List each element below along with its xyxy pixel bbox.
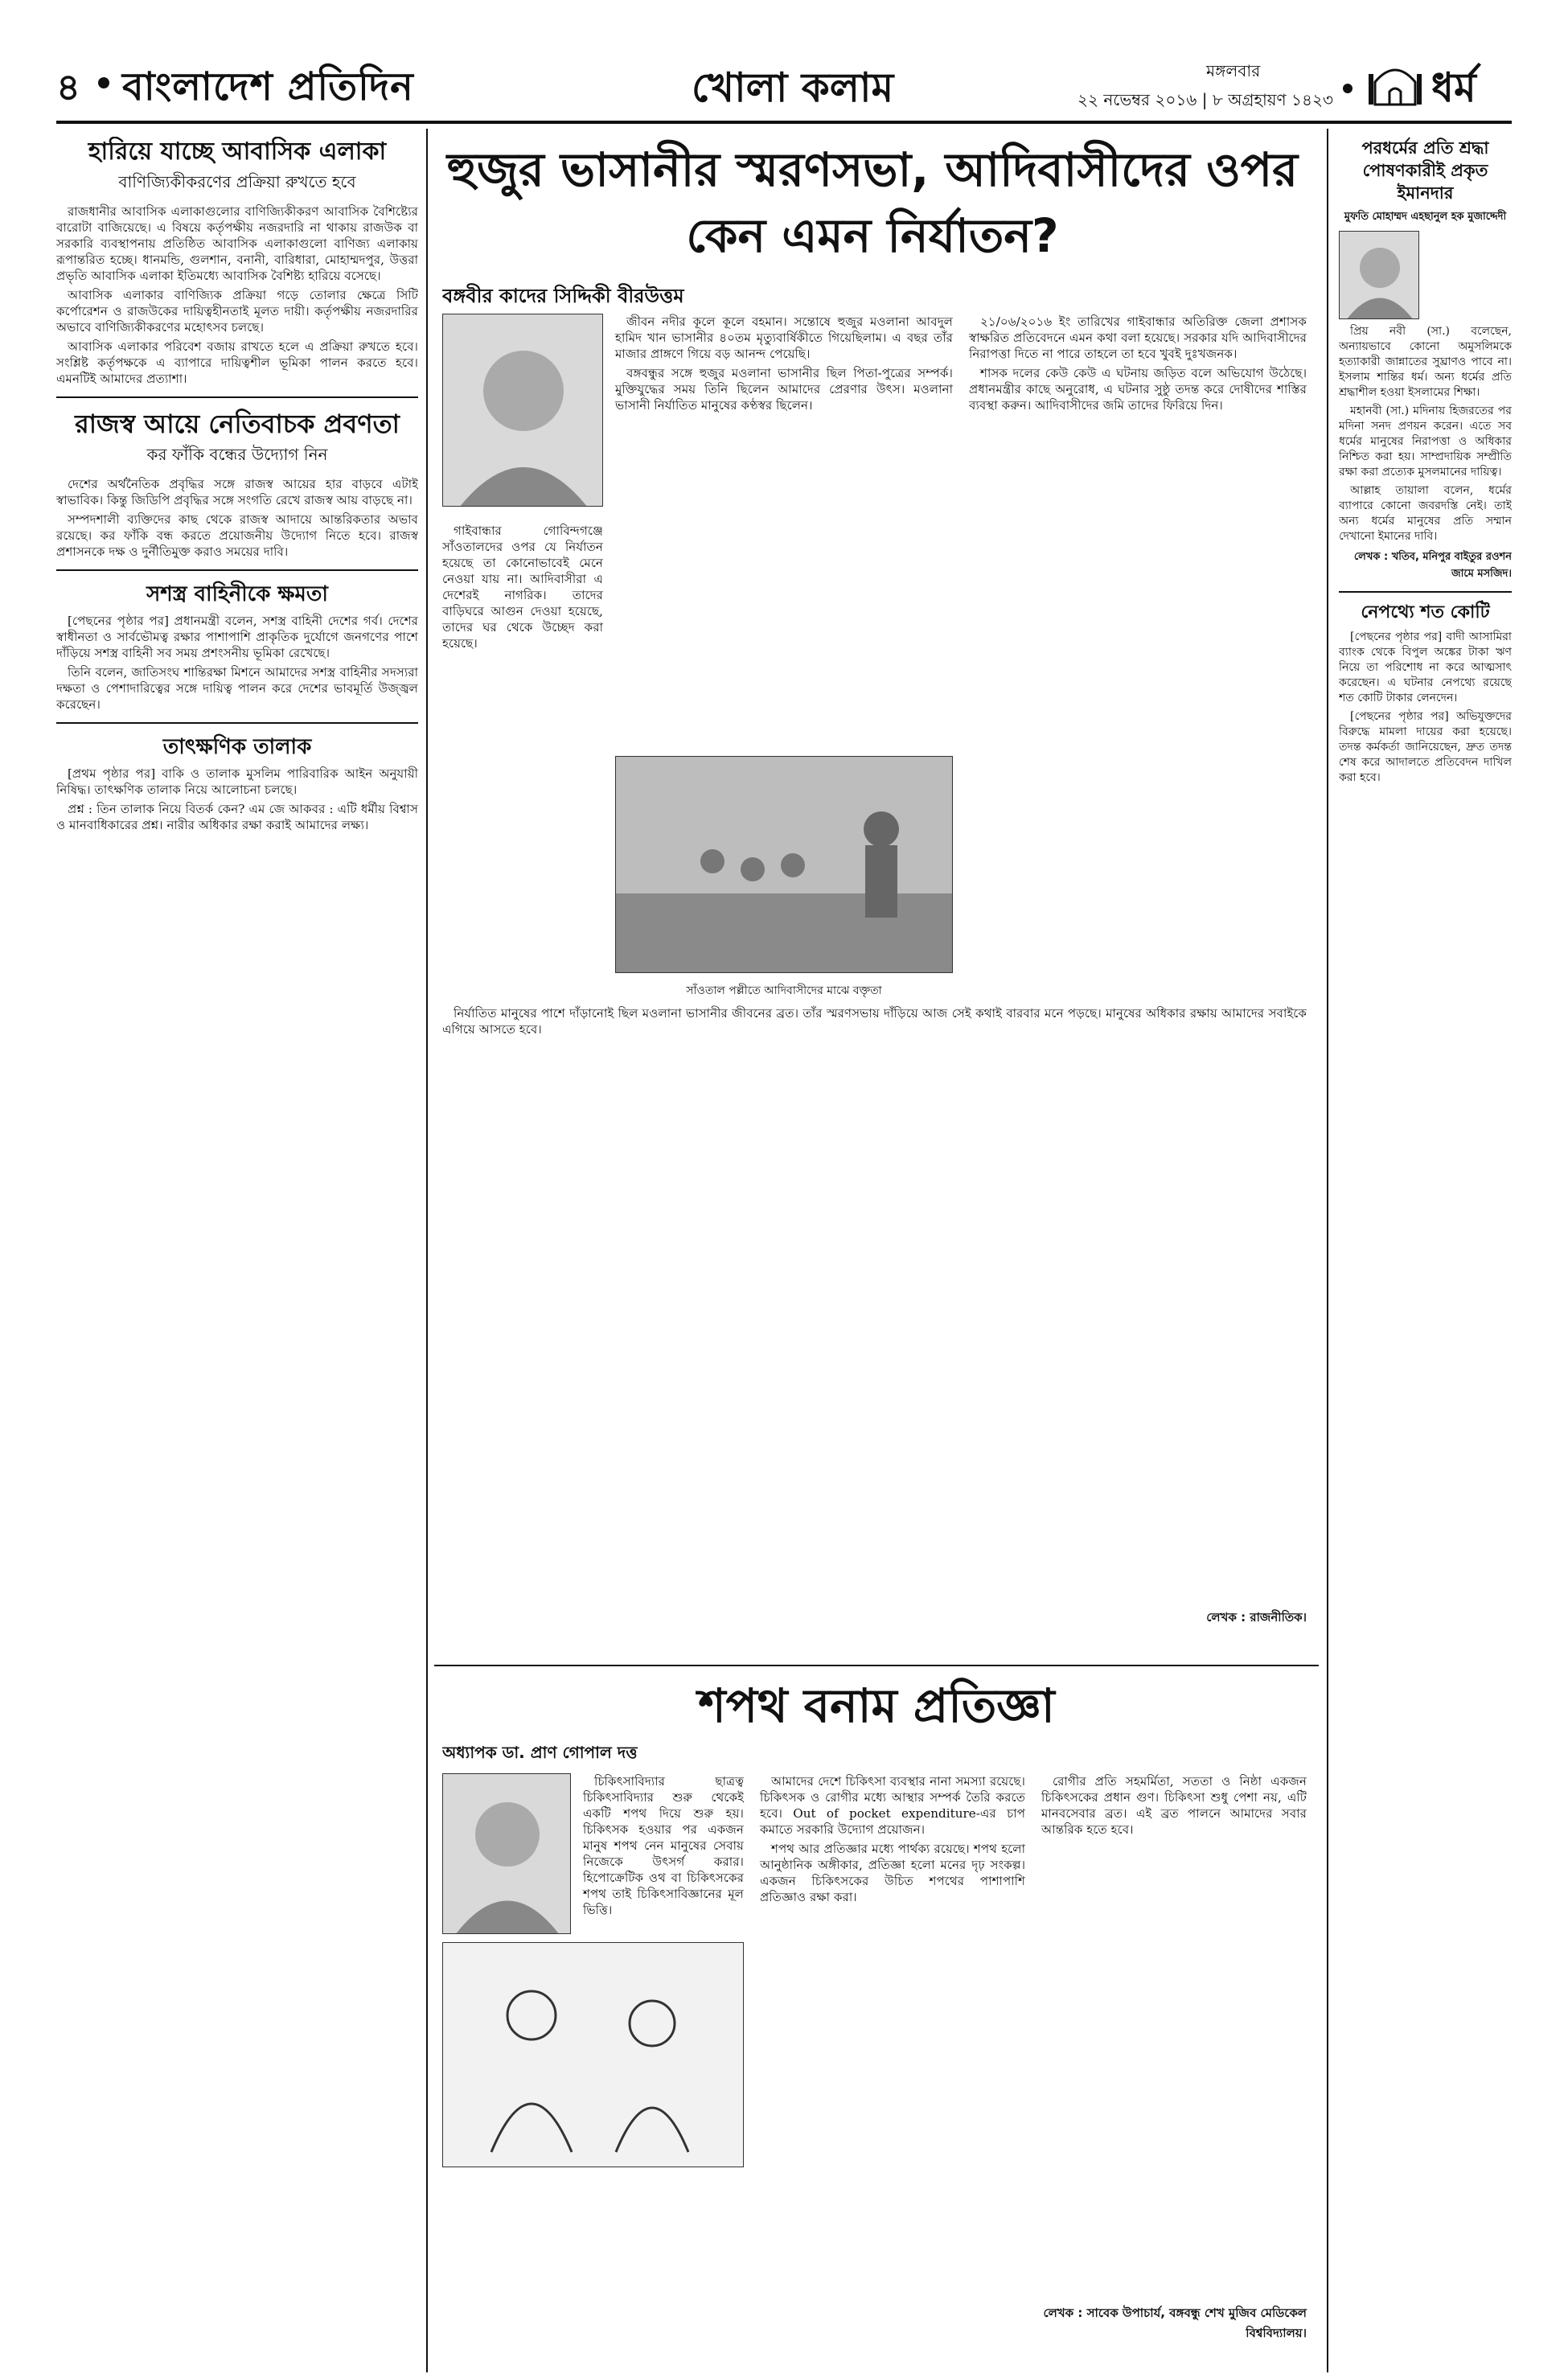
article-byline: মুফতি মোহাম্মদ এহছানুল হক মুজাদ্দেদী [1344, 211, 1507, 223]
author-photo [442, 1773, 571, 1934]
article-body [583, 1773, 744, 1921]
news-photo [615, 756, 953, 973]
column-divider [426, 129, 428, 2372]
paragraph: আবাসিক এলাকার পরিবেশ বজায় রাখতে হলে এ প্রক্রিয়া রুখতে হবে। সংশ্লিষ্ট কর্তৃপক্ষকে এ ব্যাপারে দায়িত্বশীল ভূমিকা পালন করতে হবে। এমনটিই আমাদের প্রত্যাশা। [56, 339, 418, 386]
author-note: লেখক : রাজনীতিক। [1206, 1610, 1307, 1624]
paragraph: রোগীর প্রতি সহমর্মিতা, সততা ও নিষ্ঠা একজন চিকিৎসকের প্রধান গুণ। চিকিৎসা শুধু পেশা নয়, এটি মানবসেবার ব্রত। এই ব্রত পালনে আমাদের সবার আন্তরিক হতে হবে। [1041, 1774, 1307, 1837]
article-byline: বঙ্গবীর কাদের সিদ্দিকী বীরউত্তম [442, 285, 684, 307]
religion-section-title: ধর্ম [1431, 64, 1476, 111]
author-note: লেখক : সাবেক উপাচার্য, বঙ্গবন্ধু শেখ মুজিব মেডিকেল বিশ্ববিদ্যালয়। [1043, 2306, 1307, 2340]
paragraph: শাসক দলের কেউ কেউ এ ঘটনায় জড়িত বলে অভিযোগ উঠেছে। প্রধানমন্ত্রীর কাছে অনুরোধ, এ ঘটনার সুষ্ঠু তদন্ত করে দোষীদের শাস্তির ব্যবস্থা করুন। আদিবাসীদের জমি তাদের ফিরিয়ে দিন। [969, 366, 1307, 413]
paragraph: চিকিৎসাবিদ্যার ছাত্রত্ব চিকিৎসাবিদ্যার শুরু থেকেই একটি শপথ দিয়ে শুরু হয়। চিকিৎসক হওয়ার পর একজন মানুষ শপথ নেন মানুষের সেবায় নিজেকে উৎসর্গ করার। হিপোক্রেটিক ওথ বা চিকিৎসকের শপথ তাই চিকিৎসাবিজ্ঞানের মূল ভিত্তি। [583, 1774, 744, 1917]
article-body [56, 203, 418, 387]
article-divider [56, 396, 418, 398]
paragraph: নির্যাতিত মানুষের পাশে দাঁড়ানোই ছিল মওলানা ভাসানীর জীবনের ব্রত। তাঁর স্মরণসভায় দাঁড়িয়ে আজ সেই কথাই বারবার মনে পড়ছে। মানুষের অধিকার রক্ষায় আমাদের সবাইকে এগিয়ে আসতে হবে। [442, 1006, 1307, 1037]
paragraph: আমাদের দেশে চিকিৎসা ব্যবস্থার নানা সমস্যা রয়েছে। চিকিৎসক ও রোগীর মধ্যে আস্থার সম্পর্ক তৈরি করতে হবে। Out of pocket expenditure-এর চাপ কমাতে সরকারি উদ্যোগ প্রয়োজন। [760, 1774, 1025, 1837]
main-article [442, 281, 1311, 1649]
article-title: পরধর্মের প্রতি শ্রদ্ধা পোষণকারীই প্রকৃত ইমানদার [1361, 138, 1489, 203]
masthead-bullet-right [1343, 84, 1353, 93]
bottom-article [442, 1677, 1311, 2360]
article-body [969, 314, 1307, 417]
left-column [56, 137, 418, 2356]
paragraph: রাজধানীর আবাসিক এলাকাগুলোর বাণিজ্যিকীকরণ আবাসিক বৈশিষ্ট্যের বারোটা বাজিয়েছে। এ বিষয়ে কর্তৃপক্ষীয় নজরদারি না থাকায় রাজউক বা সরকারি ব্যবস্থাপনায় প্রতিষ্ঠিত আবাসিক এলাকাগুলো বাণিজ্য এলাকায় রূপান্তরিত হচ্ছে। ধানমন্ডি, গুলশান, বনানী, বারিধারা, মোহাম্মদপুর, উত্তরা প্রভৃতি আবাসিক এলাকা ইতিমধ্যে আবাসিক বৈশিষ্ট্য হারিয়ে বসেছে। [56, 204, 418, 283]
masthead-date: ২২ নভেম্বর ২০১৬ | ৮ অগ্রহায়ণ ১৪২৩ [1077, 90, 1333, 109]
paragraph: দেশের অর্থনৈতিক প্রবৃদ্ধির সঙ্গে রাজস্ব আয়ের হার বাড়বে এটাই স্বাভাবিক। কিন্তু জিডিপি প্রবৃদ্ধির সঙ্গে সংগতি রেখে রাজস্ব আয় বাড়ছে না। [56, 477, 418, 507]
paragraph: মহানবী (সা.) মদিনায় হিজরতের পর মদিনা সনদ প্রণয়ন করেন। এতে সব ধর্মের মানুষের নিরাপত্তা ও অধিকার নিশ্চিত করা হয়। সাম্প্রদায়িক সম্প্রীতি রক্ষা করা প্রত্যেক মুসলমানের দায়িত্ব। [1339, 405, 1512, 478]
page-number: ৪ [56, 65, 80, 109]
article-body [615, 314, 953, 417]
masthead [56, 58, 1512, 114]
article-body [442, 523, 603, 655]
article-body [1339, 324, 1512, 544]
paragraph: [প্রথম পৃষ্ঠার পর] বাকি ও তালাক মুসলিম পারিবারিক আইন অনুযায়ী নিষিদ্ধ। তাৎক্ষণিক তালাক নিয়ে আলোচনা চলছে। [56, 766, 418, 797]
masthead-day: মঙ্গলবার [1206, 61, 1261, 80]
paragraph: আবাসিক এলাকার বাণিজ্যিক প্রক্রিয়া গড়ে তোলার ক্ষেত্রে সিটি কর্পোরেশন ও রাজউকের দায়িত্বহীনতাই মূলত দায়ী। কর্তৃপক্ষীয় নজরদারির অভাবে বাণিজ্যিকীকরণের মহোৎসব চলছে। [56, 288, 418, 335]
paragraph: জীবন নদীর কূলে কূলে বহমান। সন্তোষে হুজুর মওলানা আবদুল হামিদ খান ভাসানীর ৪০তম মৃত্যুবার্ষিকীতে গিয়েছিলাম। এ বছর তাঁর মাজার প্রাঙ্গণে গিয়ে বড় আনন্দ পেয়েছি। [615, 314, 953, 361]
right-column [1339, 137, 1512, 2356]
section-title: খোলা কলাম [692, 64, 894, 111]
article-body [1339, 630, 1512, 786]
illustration [442, 1942, 744, 2167]
article-divider [56, 722, 418, 724]
article-body [56, 476, 418, 560]
paragraph: সম্পদশালী ব্যক্তিদের কাছ থেকে রাজস্ব আদায়ে আন্তরিকতার অভাব রয়েছে। কর ফাঁকি বন্ধ করতে প্রয়োজনীয় উদ্যোগ নিতে হবে। রাজস্ব প্রশাসনকে দক্ষ ও দুর্নীতিমুক্ত করাও সময়ের দাবি। [56, 512, 418, 559]
article-title: সশস্ত্র বাহিনীকে ক্ষমতা [146, 582, 328, 606]
mosque-icon [1367, 58, 1423, 106]
paragraph: [পেছনের পৃষ্ঠার পর] বাদী আসামিরা ব্যাংক থেকে বিপুল অঙ্কের টাকা ঋণ নিয়ে তা পরিশোধ না করে আত্মসাৎ করেছেন। এ ঘটনার নেপথ্যে রয়েছে শত কোটি টাকার লেনদেন। [1339, 630, 1512, 704]
article-subtitle: কর ফাঁকি বন্ধের উদ্যোগ নিন [146, 445, 328, 464]
photo-caption: সাঁওতাল পল্লীতে আদিবাসীদের মাঝে বক্তৃতা [686, 984, 882, 997]
paragraph: শপথ আর প্রতিজ্ঞার মধ্যে পার্থক্য রয়েছে। শপথ হলো আনুষ্ঠানিক অঙ্গীকার, প্রতিজ্ঞা হলো মনের দৃঢ় সংকল্প। একজন চিকিৎসকের উচিত শপথের পাশাপাশি প্রতিজ্ঞাও রক্ষা করা। [760, 1842, 1025, 1904]
article-body [56, 613, 418, 713]
paragraph: আল্লাহ তায়ালা বলেন, ধর্মের ব্যাপারে কোনো জবরদস্তি নেই। তাই অন্য ধর্মের মানুষের প্রতি সম্মান দেখানো ইমানের দাবি। [1339, 484, 1512, 543]
article-body [56, 766, 418, 833]
article-subtitle: বাণিজ্যিকীকরণের প্রক্রিয়া রুখতে হবে [118, 172, 356, 191]
author-photo [1339, 231, 1419, 319]
section-divider [434, 1665, 1319, 1666]
paragraph: প্রিয় নবী (সা.) বলেছেন, অন্যায়ভাবে কোনো অমুসলিমকে হত্যাকারী জান্নাতের সুঘ্রাণও পাবে না। ইসলাম শান্তির ধর্ম। অন্য ধর্মের প্রতি শ্রদ্ধাশীল হওয়া ইসলামের শিক্ষা। [1339, 325, 1512, 399]
main-headline: হুজুর ভাসানীর স্মরণসভা, আদিবাসীদের ওপর কেন এমন নির্যাতন? [446, 142, 1299, 263]
masthead-bullet [98, 77, 109, 88]
article-byline: অধ্যাপক ডা. প্রাণ গোপাল দত্ত [442, 1743, 638, 1762]
article-body [442, 1005, 1307, 1041]
article-title: তাৎক্ষণিক তালাক [162, 735, 312, 759]
article-body [1041, 1773, 1307, 1841]
paragraph: [পেছনের পৃষ্ঠার পর] অভিযুক্তদের বিরুদ্ধে মামলা দায়ের করা হয়েছে। তদন্ত কর্মকর্তা জানিয়েছেন, দ্রুত তদন্ত শেষ করে আদালতে প্রতিবেদন দাখিল করা হবে। [1339, 710, 1512, 784]
author-photo [442, 314, 603, 507]
article-title: নেপথ্যে শত কোটি [1361, 602, 1490, 622]
author-note: লেখক : খতিব, মনিপুর বাইতুর রওশন জামে মসজিদ। [1353, 551, 1512, 580]
article-title: হারিয়ে যাচ্ছে আবাসিক এলাকা [88, 138, 387, 166]
paragraph: তিনি বলেন, জাতিসংঘ শান্তিরক্ষা মিশনে আমাদের সশস্ত্র বাহিনীর সদস্যরা দক্ষতা ও পেশাদারিত্বের সঙ্গে দায়িত্ব পালন করে দেশের ভাবমূর্তি উজ্জ্বল করেছেন। [56, 665, 418, 712]
article-divider [1339, 591, 1512, 593]
article-divider [56, 569, 418, 571]
article-title: রাজস্ব আয়ে নেতিবাচক প্রবণতা [75, 409, 400, 439]
paragraph: ২১/০৬/২০১৬ ইং তারিখের গাইবান্ধার অতিরিক্ত জেলা প্রশাসক স্বাক্ষরিত প্রতিবেদনে এমন কথা বলা হয়েছে। সরকার যদি আদিবাসীদের নিরাপত্তা দিতে না পারে তাহলে তা হবে খুবই দুঃখজনক। [969, 314, 1307, 361]
paragraph: [পেছনের পৃষ্ঠার পর] প্রধানমন্ত্রী বলেন, সশস্ত্র বাহিনী দেশের গর্ব। দেশের স্বাধীনতা ও সার্বভৌমত্ব রক্ষার পাশাপাশি প্রাকৃতিক দুর্যোগে জনগণের পাশে দাঁড়িয়ে সশস্ত্র বাহিনী সব সময় প্রশংসনীয় ভূমিকা রেখেছে। [56, 614, 418, 660]
article-headline: শপথ বনাম প্রতিজ্ঞা [698, 1678, 1055, 1733]
paragraph: প্রশ্ন : তিন তালাক নিয়ে বিতর্ক কেন? এম জে আকবর : এটি ধর্মীয় বিশ্বাস ও মানবাধিকারের প্রশ্ন। নারীর অধিকার রক্ষা করাই আমাদের লক্ষ্য। [56, 802, 418, 832]
column-divider [1327, 129, 1328, 2372]
article-body [760, 1773, 1025, 1908]
paper-name: বাংলাদেশ প্রতিদিন [122, 64, 414, 109]
paragraph: বঙ্গবন্ধুর সঙ্গে হুজুর মওলানা ভাসানীর ছিল পিতা-পুত্রের সম্পর্ক। মুক্তিযুদ্ধের সময় তিনি ছিলেন আমাদের প্রেরণার উৎস। মওলানা ভাসানী নির্যাতিত মানুষের কণ্ঠস্বর ছিলেন। [615, 366, 953, 413]
paragraph: গাইবান্ধার গোবিন্দগঞ্জে সাঁওতালদের ওপর যে নির্যাতন হয়েছে তা কোনোভাবেই মেনে নেওয়া যায় না। আদিবাসীরা এ দেশেরই নাগরিক। তাদের বাড়িঘরে আগুন দেওয়া হয়েছে, তাদের ঘর থেকে উচ্ছেদ করা হয়েছে। [442, 524, 603, 651]
masthead-rule [56, 121, 1512, 124]
